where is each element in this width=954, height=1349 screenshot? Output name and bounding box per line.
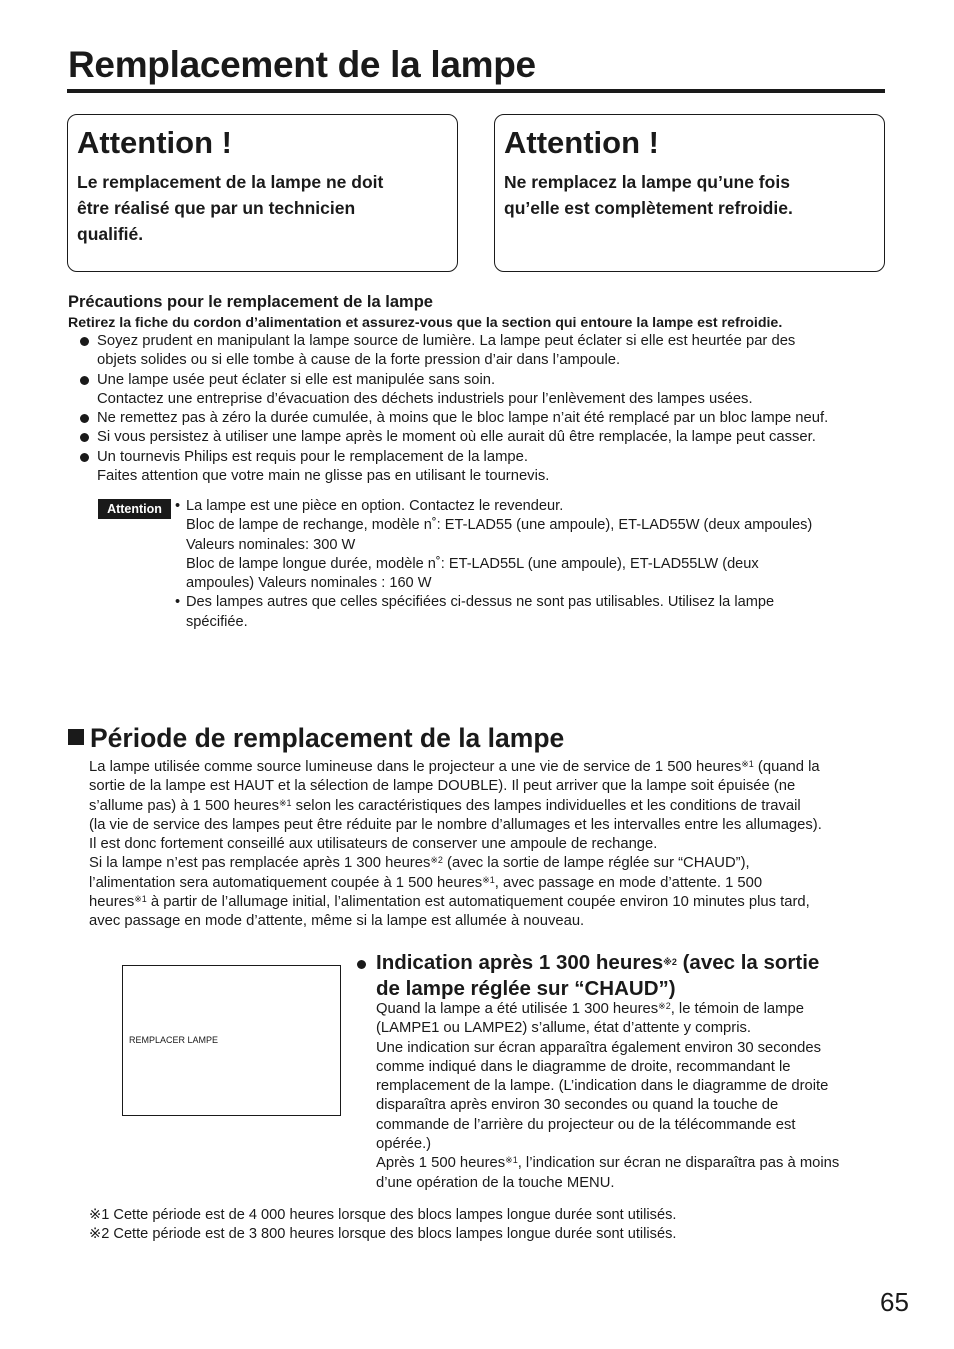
footnote-ref: ※2 (663, 957, 677, 967)
footnote-ref: ※2 (658, 1001, 671, 1011)
footnote-ref: ※1 (482, 874, 495, 885)
section-heading (68, 718, 564, 758)
para-line: Il est donc fortement conseillé aux utilisateurs de conserver une ampoule de rechange. (89, 836, 658, 853)
attention-line: Le remplacement de la lampe ne doit (77, 172, 384, 192)
para-line: s’allume pas) à 1 500 heures$^{※1}$ selon les caractéristiques des lampes individuelles et les conditions de travail (89, 797, 801, 814)
footnote: ※2 Cette période est de 3 800 heures lorsque des blocs lampes longue durée sont utilisés. (89, 1226, 677, 1243)
square-bullet-icon (68, 729, 84, 745)
note-item (175, 497, 890, 593)
bullet-icon (357, 960, 366, 969)
note-line: Des lampes autres que celles spécifiées ci-dessus ne sont pas utilisables. Utilisez la lampe (186, 594, 775, 611)
footnote-ref: ※1 (741, 759, 754, 769)
list-item-text: Si vous persistez à utiliser une lampe après le moment où elle aurait dû être remplacée, la lampe peut casser. (97, 429, 816, 446)
attention-notes (175, 497, 890, 632)
bullet-icon (80, 376, 89, 385)
list-item (78, 428, 888, 447)
para-line: l’alimentation sera automatiquement coupée à 1 500 heures$^{※1}$, avec passage en mode d’attente. 1 500 (89, 874, 763, 891)
list-item (78, 448, 888, 487)
page-number: 65 (880, 1287, 909, 1317)
note-line: La lampe est une pièce en option. Contactez le revendeur. (186, 498, 564, 514)
precautions-list (78, 332, 888, 486)
bullet-icon (80, 453, 89, 462)
note-line: spécifiée. (186, 613, 248, 630)
bullet-icon (80, 414, 89, 423)
bullet-icon (80, 337, 89, 346)
attention-text (77, 169, 383, 247)
page-title: Remplacement de la lampe (68, 44, 536, 85)
note-line: Valeurs nominales: 300 W (186, 536, 356, 553)
list-item (78, 332, 888, 371)
note-bullet: • (175, 594, 181, 611)
section-paragraph (89, 758, 889, 932)
list-item-text: Faites attention que votre main ne glisse pas en utilisant le tournevis. (97, 468, 550, 485)
para-line: (la vie de service des lampes peut être réduite par le nombre d’allumages et les intervalles entre les allumages). (89, 816, 822, 833)
para-line: Si la lampe n’est pas remplacée après 1 300 heures$^{※2}$ (avec la sortie de lampe réglée sur “CHAUD”), (89, 855, 750, 872)
footnote-ref: ※2 (430, 855, 443, 866)
footnote: ※1 Cette période est de 4 000 heures lorsque des blocs lampes longue durée sont utilisés. (89, 1207, 677, 1223)
note-item (175, 593, 890, 632)
attention-box-cooldown (494, 114, 885, 272)
precautions-lead: Retirez la fiche du cordon d’alimentation et assurez-vous que la section qui entoure la lampe est refroidie. (68, 315, 783, 331)
attention-tag: Attention (98, 499, 171, 519)
attention-heading: Attention ! (504, 125, 659, 160)
para-line: La lampe utilisée comme source lumineuse dans le projecteur a une vie de service de 1 500 heures$^{※1}$ (quand la (89, 759, 820, 775)
list-item-text: objets solides ou si elle tombe à cause de la forte pression d’air dans l’ampoule. (97, 352, 621, 369)
list-item-text: Ne remettez pas à zéro la durée cumulée, à moins que le bloc lampe n’ait été remplacé par un bloc lampe neuf. (97, 410, 829, 427)
screen-diagram (122, 965, 341, 1116)
attention-line: qualifié. (77, 224, 144, 244)
attention-line: être réalisé que par un technicien (77, 198, 356, 218)
list-item (78, 409, 888, 428)
note-line: ampoules) Valeurs nominales : 160 W (186, 575, 432, 592)
footnotes (89, 1206, 676, 1245)
indication-heading: Indication après 1 300 heures$^{※2}$ (avec la sortie de lampe réglée sur “CHAUD”) (356, 950, 886, 1002)
footnote-ref: ※1 (134, 894, 147, 905)
footnote-ref: ※1 (505, 1155, 518, 1166)
bullet-icon (80, 433, 89, 442)
attention-box-technician (67, 114, 458, 272)
para-line: avec passage en mode d’attente, même si la lampe est allumée à nouveau. (89, 913, 585, 930)
screen-message: REMPLACER LAMPE (129, 1035, 219, 1045)
note-line: Bloc de lampe de rechange, modèle n˚: ET-LAD55 (une ampoule), ET-LAD55W (deux ampoules) (186, 517, 813, 534)
note-line: Bloc de lampe longue durée, modèle n˚: ET-LAD55L (une ampoule), ET-LAD55LW (deux (186, 555, 759, 572)
list-item (78, 371, 888, 410)
para-line: heures$^{※1}$ à partir de l’allumage initial, l’alimentation est automatiquement coupée environ 10 minutes plus tard, (89, 894, 810, 911)
indication-body: Quand la lampe a été utilisée 1 300 heures$^{※2}$, le témoin de lampe (LAMPE1 ou LAMPE2) s’allume, état d’attente y compris. Une indication sur écran apparaîtra également environ 30 secondes comme indiqué dans le diagramme de droite, recommandant le remplacement de la lampe. (L’indication dans le diagramme de droite disparaîtra après environ 30 secondes ou quand la touche de commande de l’arrière du projecteur ou de la télécommande est opérée.) Après 1 500 heures$^{※1}$, l’indication sur écran ne disparaîtra pas à moins d’une opération de la touche MENU. (376, 1001, 840, 1191)
attention-text (504, 169, 793, 221)
attention-line: qu’elle est complètement refroidie. (504, 198, 793, 218)
para-line: sortie de la lampe est HAUT et la sélection de lampe DOUBLE). Il peut arriver que la lampe soit épuisée (ne (89, 778, 796, 795)
title-rule (67, 89, 885, 93)
list-item-text: Soyez prudent en manipulant la lampe source de lumière. La lampe peut éclater si elle est heurtée par des (97, 333, 796, 349)
attention-heading: Attention ! (77, 125, 232, 160)
footnote-ref: ※1 (279, 797, 292, 808)
precautions-heading: Précautions pour le remplacement de la lampe (68, 293, 433, 311)
section-heading-text: Période de remplacement de la lampe (90, 723, 565, 753)
list-item-text: Un tournevis Philips est requis pour le remplacement de la lampe. (97, 448, 528, 465)
attention-line: Ne remplacez la lampe qu’une fois (504, 172, 790, 192)
list-item-text: Une lampe usée peut éclater si elle est manipulée sans soin. (97, 371, 496, 388)
list-item-text: Contactez une entreprise d’évacuation des déchets industriels pour l’enlèvement des lampes usées. (97, 390, 753, 407)
note-bullet: • (175, 498, 181, 514)
